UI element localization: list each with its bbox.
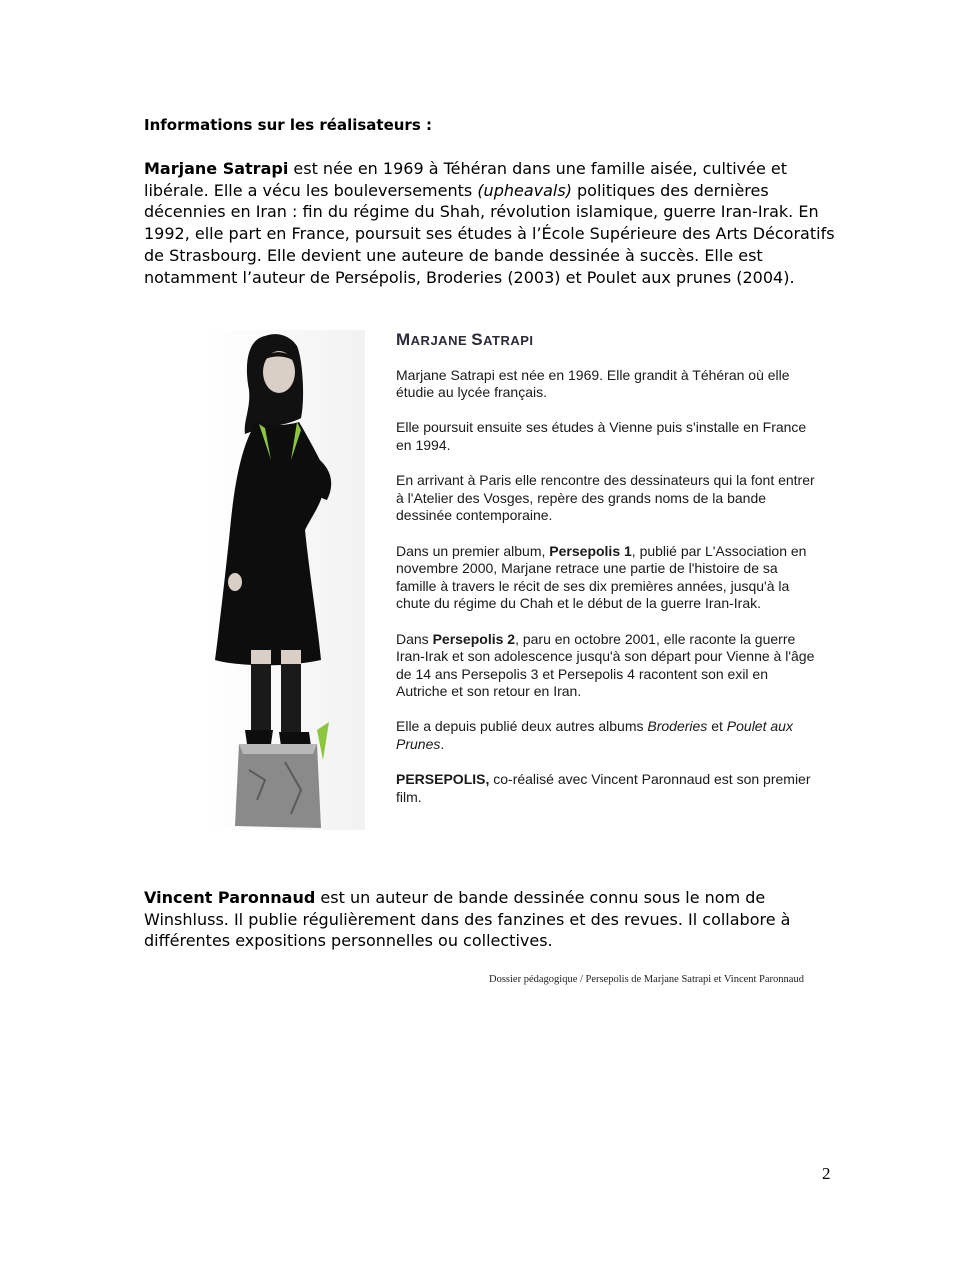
bio-paragraph-3: En arrivant à Paris elle rencontre des dessinateurs qui la font entrer à l'Atelier des Vosges, repère des grands noms de la bande dessinée contemporaine. <box>396 472 815 524</box>
bio-p6-italic-1: Broderies <box>647 718 708 735</box>
page-number: 2 <box>822 1164 831 1183</box>
bio-p4-a: Dans un premier album, <box>396 542 550 559</box>
paronnaud-text: est un auteur de bande dessinée connu sous le nom de Winshluss. Il publie régulièrement dans des fanzines et des revues. Il collabore à différentes expositions personnelles ou collectives. <box>144 888 791 951</box>
bio-title-atrapi: ATRAPI <box>483 333 534 348</box>
satrapi-photo <box>205 330 365 830</box>
bio-p7-bold: PERSEPOLIS, <box>396 771 490 788</box>
section-heading: Informations sur les réalisateurs : <box>144 116 432 134</box>
bio-paragraph-6 <box>396 718 816 753</box>
bio-paragraph-7 <box>396 771 816 806</box>
bio-p4-c: , publié par L'Association en novembre 2000, Marjane retrace une partie de l'histoire de sa famille à travers le récit de ses dix premières années, jusqu'à la chute du régime du Chah et le début de la guerre Iran-Irak. <box>396 542 807 612</box>
bio-paragraph-1: Marjane Satrapi est née en 1969. Elle grandit à Téhéran où elle étudie au lycée français. <box>396 366 790 401</box>
satrapi-name: Marjane Satrapi <box>144 159 289 178</box>
bio-p6-e: . <box>440 736 445 753</box>
bio-title-arjane: ARJANE <box>410 333 472 348</box>
bio-title-s: S <box>471 330 484 349</box>
satrapi-intro-paragraph <box>144 158 844 288</box>
paronnaud-name: Vincent Paronnaud <box>144 888 316 907</box>
page-footer: Dossier pédagogique / Persepolis de Marjane Satrapi et Vincent Paronnaud <box>489 974 804 985</box>
bio-p5-bold: Persepolis 2 <box>432 630 516 647</box>
bio-title <box>396 331 816 350</box>
bio-p7-b: co-réalisé avec Vincent Paronnaud est son premier film. <box>396 771 811 805</box>
bio-p6-italic-2: Poulet aux Prunes <box>396 718 793 753</box>
intro-italic: (upheavals) <box>477 180 572 200</box>
paronnaud-paragraph <box>144 887 844 952</box>
bio-paragraph-4 <box>396 543 816 613</box>
bio-title-m: M <box>396 330 411 349</box>
intro-text-2: politiques des dernières décennies en Iran : fin du régime du Shah, révolution islamique, guerre Iran-Irak. En 1992, elle part en France, poursuit ses études à l’École Supérieure des Arts Décoratifs de Strasbourg. Elle devient une auteure de bande dessinée à succès. Elle est notamment l’auteur de Persépolis, Broderies (2003) et Poulet aux prunes (2004). <box>144 180 835 287</box>
bio-p6-c: et <box>707 718 727 735</box>
bio-p4-bold: Persepolis 1 <box>549 542 632 559</box>
bio-paragraph-5 <box>396 631 816 701</box>
bio-p5-c: , paru en octobre 2001, elle raconte la guerre Iran-Irak et son adolescence jusqu'à son départ pour Vienne à l'âge de 14 ans Persepolis 3 et Persepolis 4 racontent son exil en Autriche et son retour en Iran. <box>396 630 815 700</box>
bio-p6-a: Elle a depuis publié deux autres albums <box>396 718 648 735</box>
intro-text-1: est née en 1969 à Téhéran dans une famille aisée, cultivée et libérale. Elle a vécu les bouleversements <box>144 159 788 200</box>
bio-paragraph-2: Elle poursuit ensuite ses études à Vienne puis s'installe en France en 1994. <box>396 419 807 453</box>
bio-column <box>396 331 816 824</box>
bio-p5-a: Dans <box>396 630 433 647</box>
